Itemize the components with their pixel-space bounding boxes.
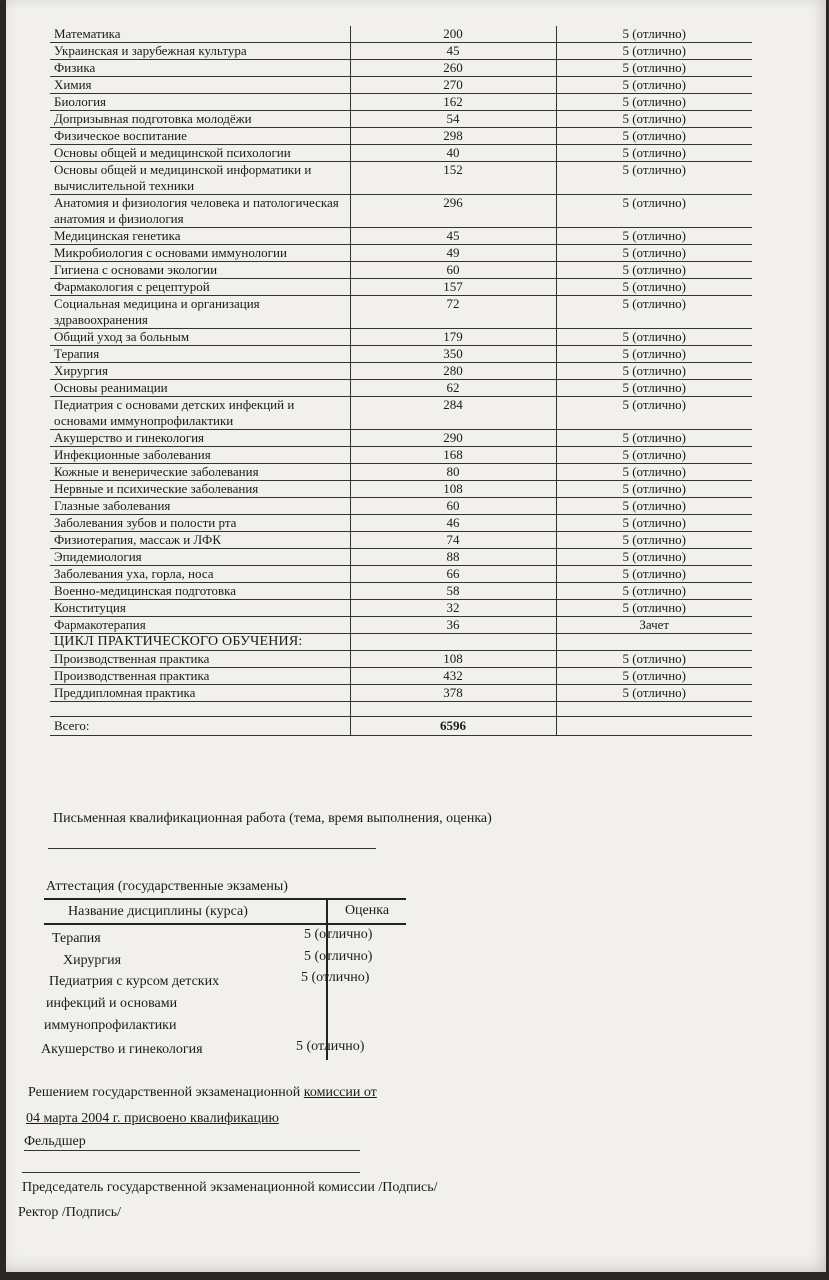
decision-qualification-text: г. присвоено квалификацию <box>109 1111 279 1126</box>
subject-cell: Хирургия <box>50 363 350 380</box>
grade-cell: 5 (отлично) <box>556 94 752 111</box>
grades-table <box>50 26 752 736</box>
table-row <box>50 195 752 228</box>
grade-cell: 5 (отлично) <box>556 346 752 363</box>
grade-cell: Зачет <box>556 617 752 634</box>
blank-line <box>22 1172 360 1173</box>
grade-cell: 5 (отлично) <box>556 162 752 195</box>
attestation-header-top-line <box>44 898 406 900</box>
subject-cell: Фармакология с рецептурой <box>50 279 350 296</box>
qualification-value: Фельдшер <box>24 1134 86 1149</box>
table-row <box>50 430 752 447</box>
subject-cell: Социальная медицина и организация здравоохранения <box>50 296 350 329</box>
blank-cell <box>350 702 556 717</box>
subject-cell: Допризывная подготовка молодёжи <box>50 111 350 128</box>
table-row <box>50 228 752 245</box>
grade-cell: 5 (отлично) <box>556 583 752 600</box>
grade-cell: 5 (отлично) <box>556 397 752 430</box>
hours-cell: 45 <box>350 228 556 245</box>
table-row <box>50 583 752 600</box>
blank-cell <box>556 702 752 717</box>
subject-cell: Микробиология с основами иммунологии <box>50 245 350 262</box>
hours-cell: 200 <box>350 26 556 43</box>
hours-cell: 72 <box>350 296 556 329</box>
total-label: Всего: <box>50 717 350 736</box>
grade-cell: 5 (отлично) <box>556 296 752 329</box>
subject-cell: Основы реанимации <box>50 380 350 397</box>
table-row <box>50 481 752 498</box>
hours-cell: 152 <box>350 162 556 195</box>
subject-cell: Общий уход за больным <box>50 329 350 346</box>
subject-cell: Производственная практика <box>50 668 350 685</box>
decision-commission-text: комиссии от <box>303 1085 377 1100</box>
blank-cell <box>50 702 350 717</box>
attestation-grade: 5 (отлично) <box>301 970 370 985</box>
hours-cell: 298 <box>350 128 556 145</box>
grade-cell: 5 (отлично) <box>556 195 752 228</box>
subject-cell: Заболевания уха, горла, носа <box>50 566 350 583</box>
decision-line-2 <box>26 1111 279 1127</box>
table-row <box>50 685 752 702</box>
table-row <box>50 566 752 583</box>
table-row <box>50 464 752 481</box>
subject-cell: Преддипломная практика <box>50 685 350 702</box>
grade-cell: 5 (отлично) <box>556 26 752 43</box>
grade-cell: 5 (отлично) <box>556 380 752 397</box>
table-row <box>50 77 752 94</box>
attestation-grade: 5 (отлично) <box>304 949 373 964</box>
grade-cell: 5 (отлично) <box>556 685 752 702</box>
grade-cell: 5 (отлично) <box>556 532 752 549</box>
section-title: ЦИКЛ ПРАКТИЧЕСКОГО ОБУЧЕНИЯ: <box>50 634 350 651</box>
subject-cell: Заболевания зубов и полости рта <box>50 515 350 532</box>
subject-cell: Физика <box>50 60 350 77</box>
grade-cell: 5 (отлично) <box>556 464 752 481</box>
grade-cell: 5 (отлично) <box>556 498 752 515</box>
hours-cell: 36 <box>350 617 556 634</box>
grade-cell: 5 (отлично) <box>556 128 752 145</box>
attestation-subject: инфекций и основами <box>46 996 178 1011</box>
table-row <box>50 532 752 549</box>
hours-cell: 66 <box>350 566 556 583</box>
subject-cell: Педиатрия с основами детских инфекций и основами иммунопрофилактики <box>50 397 350 430</box>
subject-cell: Физическое воспитание <box>50 128 350 145</box>
thesis-label: Письменная квалификационная работа (тема, время выполнения, оценка) <box>53 811 492 826</box>
attestation-col-subject: Название дисциплины (курса) <box>68 904 248 919</box>
grade-cell: 5 (отлично) <box>556 447 752 464</box>
hours-cell: 58 <box>350 583 556 600</box>
subject-cell: Гигиена с основами экологии <box>50 262 350 279</box>
table-row <box>50 549 752 566</box>
subject-cell: Основы общей и медицинской психологии <box>50 145 350 162</box>
attestation-title: Аттестация (государственные экзамены) <box>46 879 288 894</box>
grade-cell: 5 (отлично) <box>556 77 752 94</box>
attestation-grade: 5 (отлично) <box>296 1039 365 1054</box>
decision-date: 04 марта 2004 <box>26 1111 110 1126</box>
subject-cell: Производственная практика <box>50 651 350 668</box>
grade-cell: 5 (отлично) <box>556 668 752 685</box>
grade-cell: 5 (отлично) <box>556 279 752 296</box>
hours-cell: 296 <box>350 195 556 228</box>
total-hours: 6596 <box>350 717 556 736</box>
hours-cell: 280 <box>350 363 556 380</box>
table-row <box>50 43 752 60</box>
subject-cell: Акушерство и гинекология <box>50 430 350 447</box>
subject-cell: Конституция <box>50 600 350 617</box>
subject-cell: Кожные и венерические заболевания <box>50 464 350 481</box>
subject-cell: Нервные и психические заболевания <box>50 481 350 498</box>
subject-cell: Химия <box>50 77 350 94</box>
table-row <box>50 668 752 685</box>
table-row <box>50 329 752 346</box>
table-row <box>50 128 752 145</box>
hours-cell: 350 <box>350 346 556 363</box>
hours-cell: 260 <box>350 60 556 77</box>
grade-cell: 5 (отлично) <box>556 651 752 668</box>
grade-cell: 5 (отлично) <box>556 430 752 447</box>
table-row <box>50 617 752 634</box>
hours-cell: 432 <box>350 668 556 685</box>
section-row <box>50 634 752 651</box>
attestation-subject: Акушерство и гинекология <box>41 1042 203 1057</box>
decision-line-1 <box>28 1085 377 1101</box>
table-row <box>50 363 752 380</box>
attestation-subject: Педиатрия с курсом детских <box>49 974 220 989</box>
table-row <box>50 245 752 262</box>
total-row <box>50 717 752 736</box>
hours-cell: 179 <box>350 329 556 346</box>
attestation-col-grade: Оценка <box>344 903 390 918</box>
table-row <box>50 111 752 128</box>
subject-cell: Медицинская генетика <box>50 228 350 245</box>
hours-cell: 284 <box>350 397 556 430</box>
attestation-table <box>41 898 406 1061</box>
grade-cell: 5 (отлично) <box>556 600 752 617</box>
subject-cell: Глазные заболевания <box>50 498 350 515</box>
decision-text: Решением государственной экзаменационной <box>28 1085 304 1100</box>
hours-cell: 168 <box>350 447 556 464</box>
attestation-header-bottom-line <box>44 923 406 925</box>
hours-cell: 290 <box>350 430 556 447</box>
table-row <box>50 397 752 430</box>
hours-cell: 54 <box>350 111 556 128</box>
hours-cell: 108 <box>350 651 556 668</box>
subject-cell: Физиотерапия, массаж и ЛФК <box>50 532 350 549</box>
table-row <box>50 296 752 329</box>
grade-cell: 5 (отлично) <box>556 228 752 245</box>
attestation-subject: иммунопрофилактики <box>44 1018 177 1033</box>
table-row <box>50 262 752 279</box>
subject-cell: Фармакотерапия <box>50 617 350 634</box>
subject-cell: Военно-медицинская подготовка <box>50 583 350 600</box>
hours-cell: 378 <box>350 685 556 702</box>
attestation-grade: 5 (отлично) <box>304 927 373 942</box>
table-row <box>50 651 752 668</box>
subject-cell: Терапия <box>50 346 350 363</box>
attestation-subject: Хирургия <box>63 953 122 968</box>
hours-cell: 49 <box>350 245 556 262</box>
grades-table-body <box>50 26 752 736</box>
table-row <box>50 60 752 77</box>
total-grade-cell <box>556 717 752 736</box>
hours-cell: 162 <box>350 94 556 111</box>
subject-cell: Основы общей и медицинской информатики и вычислительной техники <box>50 162 350 195</box>
hours-cell: 40 <box>350 145 556 162</box>
hours-cell: 32 <box>350 600 556 617</box>
hours-cell: 108 <box>350 481 556 498</box>
attestation-subject: Терапия <box>52 931 101 946</box>
table-row <box>50 94 752 111</box>
hours-cell: 88 <box>350 549 556 566</box>
grade-cell: 5 (отлично) <box>556 245 752 262</box>
table-row <box>50 145 752 162</box>
grade-cell: 5 (отлично) <box>556 549 752 566</box>
table-row <box>50 380 752 397</box>
subject-cell: Математика <box>50 26 350 43</box>
grade-cell: 5 (отлично) <box>556 43 752 60</box>
section-grade-cell <box>556 634 752 651</box>
hours-cell: 45 <box>350 43 556 60</box>
grade-cell: 5 (отлично) <box>556 481 752 498</box>
subject-cell: Анатомия и физиология человека и патологическая анатомия и физиология <box>50 195 350 228</box>
grade-cell: 5 (отлично) <box>556 515 752 532</box>
document-page <box>6 0 826 1272</box>
grade-cell: 5 (отлично) <box>556 111 752 128</box>
grade-cell: 5 (отлично) <box>556 145 752 162</box>
hours-cell: 62 <box>350 380 556 397</box>
subject-cell: Инфекционные заболевания <box>50 447 350 464</box>
chairman-signature-label: Председатель государственной экзаменационной комиссии /Подпись/ <box>22 1180 438 1195</box>
table-row <box>50 515 752 532</box>
qualification-line <box>24 1150 360 1151</box>
grade-cell: 5 (отлично) <box>556 60 752 77</box>
grade-cell: 5 (отлично) <box>556 566 752 583</box>
subject-cell: Эпидемиология <box>50 549 350 566</box>
table-row <box>50 279 752 296</box>
rector-signature-label: Ректор /Подпись/ <box>18 1205 122 1220</box>
table-row <box>50 498 752 515</box>
hours-cell: 60 <box>350 498 556 515</box>
grade-cell: 5 (отлично) <box>556 363 752 380</box>
table-row <box>50 162 752 195</box>
table-row <box>50 600 752 617</box>
thesis-blank-line <box>48 848 376 849</box>
blank-row <box>50 702 752 717</box>
hours-cell: 270 <box>350 77 556 94</box>
hours-cell: 46 <box>350 515 556 532</box>
hours-cell: 80 <box>350 464 556 481</box>
hours-cell: 157 <box>350 279 556 296</box>
subject-cell: Биология <box>50 94 350 111</box>
hours-cell: 74 <box>350 532 556 549</box>
hours-cell: 60 <box>350 262 556 279</box>
table-row <box>50 26 752 43</box>
table-row <box>50 447 752 464</box>
table-row <box>50 346 752 363</box>
grade-cell: 5 (отлично) <box>556 329 752 346</box>
section-hours-cell <box>350 634 556 651</box>
grade-cell: 5 (отлично) <box>556 262 752 279</box>
subject-cell: Украинская и зарубежная культура <box>50 43 350 60</box>
